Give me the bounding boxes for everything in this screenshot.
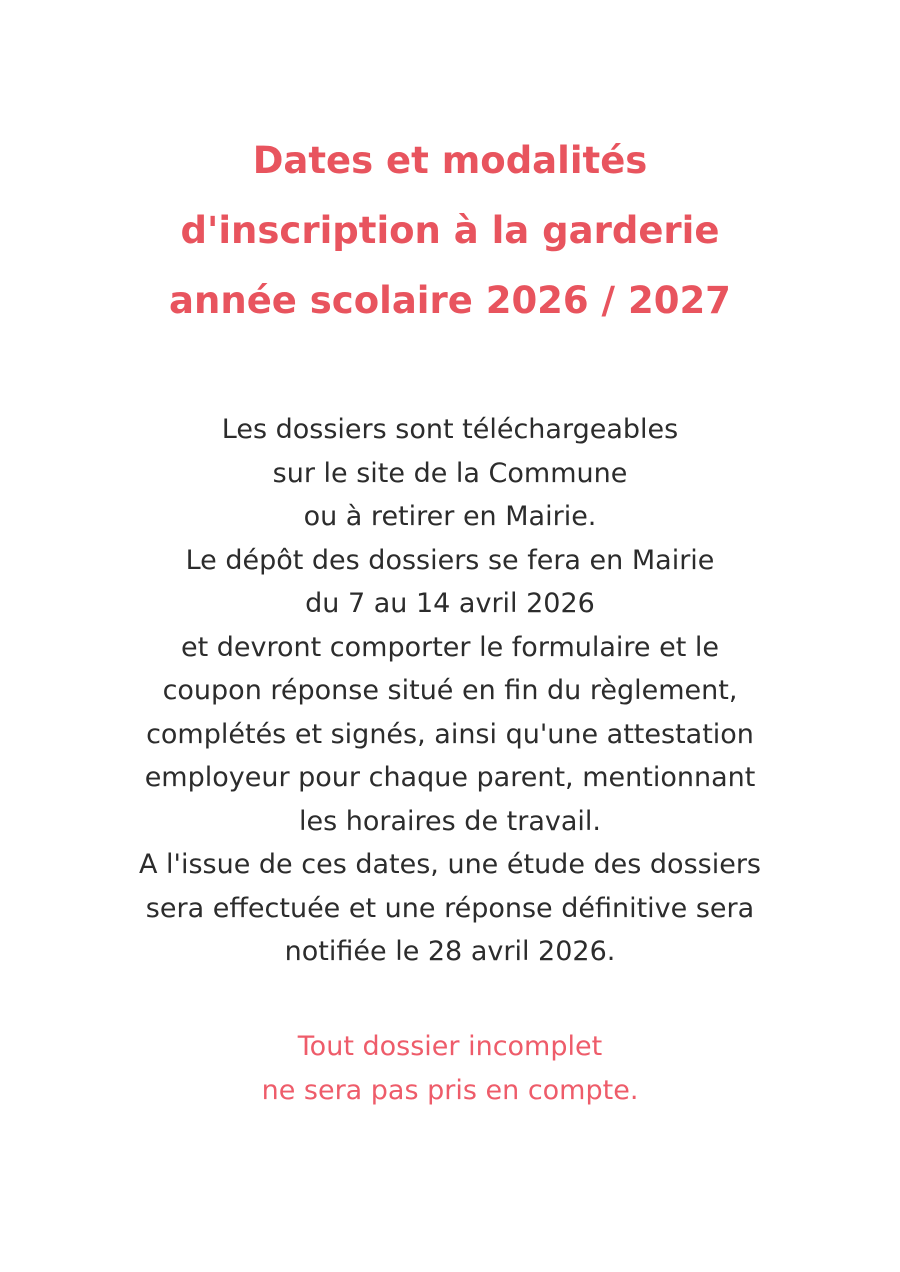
body-line: et devront comporter le formulaire et le	[180, 631, 720, 663]
notice-line: Tout dossier incomplet	[297, 1031, 603, 1062]
notice-line: ne sera pas pris en compte.	[261, 1075, 639, 1106]
incomplete-file-notice	[0, 1025, 900, 1113]
body-line: ou à retirer en Mairie.	[303, 501, 597, 532]
title-line: Dates et modalités	[252, 139, 648, 182]
body-line: Le dépôt des dossiers se fera en Mairie	[185, 544, 715, 576]
body-line: sera effectuée et une réponse définitive sera	[145, 892, 755, 924]
body-line: notifiée le 28 avril 2026.	[284, 936, 616, 967]
body-line: sur le site de la Commune	[272, 457, 628, 489]
body-line: employeur pour chaque parent, mentionnant	[144, 762, 756, 793]
body-line: A l'issue de ces dates, une étude des dossiers	[138, 849, 761, 880]
body-line: complétés et signés, ainsi qu'une attestation	[146, 718, 754, 750]
title-line: d'inscription à la garderie	[180, 209, 720, 252]
title-line: année scolaire 2026 / 2027	[169, 279, 731, 322]
body-paragraph	[0, 408, 900, 974]
body-line: Les dossiers sont téléchargeables	[221, 414, 679, 445]
page-title	[0, 126, 900, 336]
body-line: du 7 au 14 avril 2026	[305, 588, 595, 619]
body-line: les horaires de travail.	[299, 805, 601, 837]
body-line: coupon réponse situé en fin du règlement,	[162, 675, 738, 706]
